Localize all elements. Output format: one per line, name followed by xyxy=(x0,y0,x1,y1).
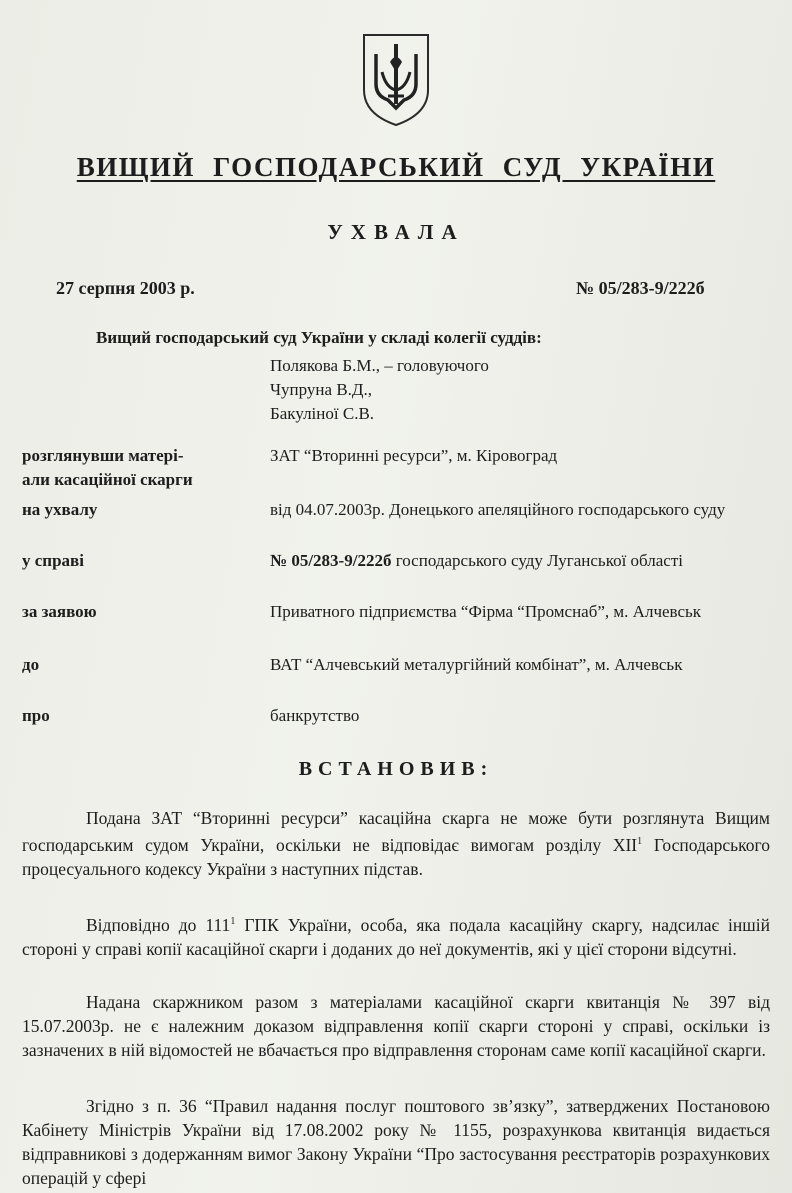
document-type-title: УХВАЛА xyxy=(327,220,465,244)
field-value: № 05/283-9/222б господарського суду Луганської області xyxy=(270,551,684,570)
judge-name: Чупруна В.Д., xyxy=(270,380,372,399)
field-value: ЗАТ “Вторинні ресурси”, м. Кіровоград xyxy=(270,446,558,465)
field-label: розглянувши матері- али касаційної скарги xyxy=(22,446,193,489)
judge-name: Полякова Б.М., – головуючого xyxy=(270,356,489,375)
field-label: на ухвалу xyxy=(22,500,98,519)
field-value: від 04.07.2003р. Донецького апеляційного господарського суду xyxy=(270,500,726,519)
field-label: про xyxy=(22,706,50,725)
document-date: 27 серпня 2003 р. xyxy=(56,278,195,298)
field-value: банкрутство xyxy=(270,706,360,725)
paragraph: Відповідно до $111^1$ ГПК України, особа, яка подала касаційну скаргу, надсилає іншій стороні у справі копії касаційної скарги і доданих до неї документів, які у цієї сторони відсутні. xyxy=(22,914,770,959)
judge-name: Бакуліної С.В. xyxy=(270,404,375,423)
paragraph: Згідно з п. 36 “Правил надання послуг поштового зв’язку”, затверджених Постановою Кабінету Міністрів України від 17.08.2002 року № 1155, розрахункова квитанція видається відправникові з додержанням вимог Закону України “Про застосування реєстраторів розрахункових операцій у сфері xyxy=(22,1096,770,1188)
paragraph: Надана скаржником разом з матеріалами касаційної скарги квитанція № 397 від 15.07.2003р. не є належним доказом відправлення копії скарги стороні у справі, оскільки із зазначених в ній відомостей не вбачається про відправлення сторонам саме копії касаційної скарги. xyxy=(22,992,770,1060)
judges-list xyxy=(270,354,489,426)
court-name: ВИЩИЙ ГОСПОДАРСЬКИЙ СУД УКРАЇНИ xyxy=(76,152,716,182)
field-label: до xyxy=(22,655,40,674)
trident-emblem xyxy=(360,32,432,128)
panel-intro: Вищий господарський суд України у складі колегії суддів: xyxy=(96,328,542,347)
case-number-inline: № 05/283-9/222б xyxy=(270,551,392,570)
section-heading: ВСТАНОВИВ: xyxy=(298,758,494,780)
field-label: у справі xyxy=(22,551,84,570)
field-value: ВАТ “Алчевський металургійний комбінат”, м. Алчевськ xyxy=(270,655,683,674)
field-label: за заявою xyxy=(22,602,97,621)
paragraph: Подана ЗАТ “Вторинні ресурси” касаційна скарга не може бути розглянута Вищим господарським судом України, оскільки не відповідає вимогам розділу XII$^1$ Господарського процесуального кодексу України з наступних підстав. xyxy=(22,808,770,879)
field-value: Приватного підприємства “Фірма “Промснаб”, м. Алчевськ xyxy=(270,602,702,621)
case-number: № 05/283-9/222б xyxy=(576,278,705,298)
